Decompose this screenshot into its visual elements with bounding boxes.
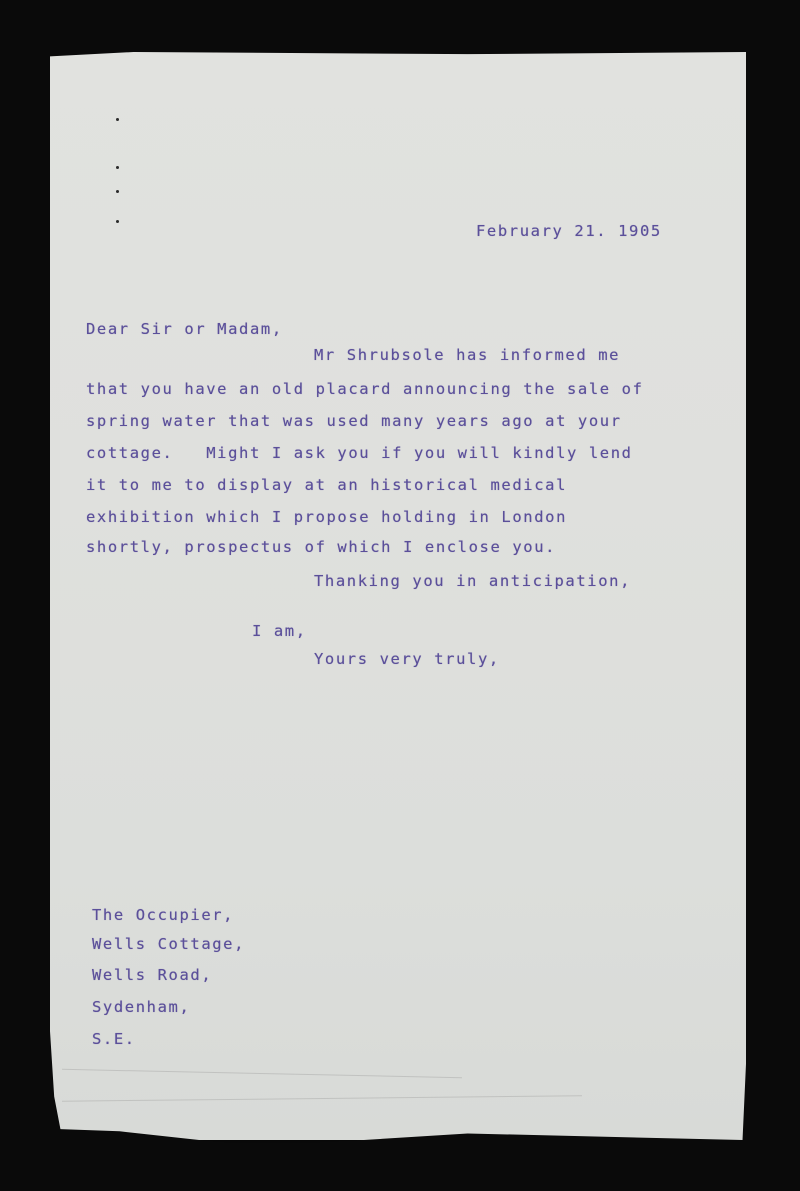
address-line: The Occupier, [92,906,235,924]
body-line: cottage. Might I ask you if you will kindly lend [86,444,633,462]
address-line: Sydenham, [92,998,191,1016]
body-line: that you have an old placard announcing the sale of [86,380,644,398]
address-line: Wells Cottage, [92,935,246,953]
thanks-line: Thanking you in anticipation, [314,572,632,590]
staple-hole [116,220,119,223]
body-line: it to me to display at an historical medical [86,476,567,494]
body-line: Mr Shrubsole has informed me [314,346,621,364]
body-line: shortly, prospectus of which I enclose you. [86,538,557,556]
body-line: exhibition which I propose holding in London [86,508,567,526]
salutation: Dear Sir or Madam, [86,320,283,338]
body-line: spring water that was used many years ago at your [86,412,622,430]
staple-marks [112,118,124,228]
closing-yours: Yours very truly, [314,650,500,668]
address-line: S.E. [92,1030,136,1048]
letter-date: February 21. 1905 [476,222,662,240]
staple-hole [116,118,119,121]
closing-i-am: I am, [252,622,307,640]
staple-hole [116,190,119,193]
address-line: Wells Road, [92,966,213,984]
staple-hole [116,166,119,169]
